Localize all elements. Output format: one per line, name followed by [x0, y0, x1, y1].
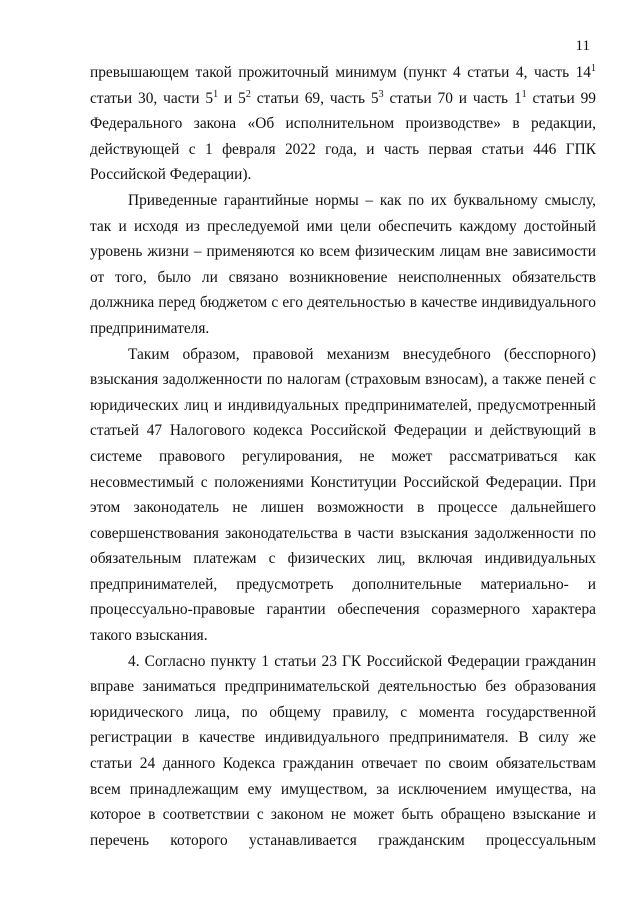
- paragraph-text: статьи 30, части 5: [90, 89, 214, 107]
- page-number: 11: [575, 38, 590, 54]
- superscript: 1: [591, 63, 596, 74]
- document-body: [90, 60, 596, 853]
- paragraph-text: статьи 70 и часть 1: [383, 89, 522, 107]
- paragraph-section-4: 4. Согласно пункту 1 статьи 23 ГК Российской Федерации гражданин вправе заниматься предпринимательской деятельностью без образования юридического лица, по общему правилу, с момента государственной регистрации в качестве индивидуального предпринимателя. В силу же статьи 24 данного Кодекса гражданин отвечает по своим обязательствам всем принадлежащим ему имуществом, за исключением имущества, на которое в соответствии с законом не может быть обращено взыскание и перечень которого устанавливается гражданским процессуальным: [90, 652, 596, 849]
- superscript: 3: [378, 88, 384, 100]
- paragraph-text: превышающем такой прожиточный минимум (пункт 4 статьи 4, часть 14: [90, 64, 591, 81]
- paragraph-text: статьи 69, часть 5: [250, 89, 379, 107]
- paragraph-text: статьи 99 Федерального закона «Об исполнительном производстве» в редакции, действующей с 1 февраля 2022 года, и часть первая статьи 446 ГПК Российской Федерации).: [90, 89, 596, 184]
- paragraph-text: и 5: [218, 89, 246, 107]
- superscript: 1: [521, 88, 527, 100]
- superscript: 2: [245, 88, 251, 100]
- superscript: 1: [213, 88, 219, 100]
- paragraph-continuation: [90, 60, 596, 188]
- paragraph-legal-mechanism: Таким образом, правовой механизм внесудебного (бесспорного) взыскания задолженности по налогам (страховым взносам), а также пеней с юридических лиц и индивидуальных предпринимателей, предусмотренный статьей 47 Налогового кодекса Российской Федерации и действующий в системе правового регулирования, не может рассматриваться как несовместимый с положениями Конституции Российской Федерации. При этом законодатель не лишен возможности в процессе дальнейшего совершенствования законодательства в части взыскания задолженности по обязательным платежам с физических лиц, включая индивидуальных предпринимателей, предусмотреть дополнительные материально- и процессуально-правовые гарантии обеспечения соразмерного характера такого взыскания.: [90, 345, 596, 645]
- paragraph-guarantee-norms: Приведенные гарантийные нормы – как по их буквальному смыслу, так и исходя из преследуемой ими цели обеспечить каждому достойный уровень жизни – применяются ко всем физическим лицам вне зависимости от того, было ли связано возникновение неисполненных обязательств должника перед бюджетом с его деятельностью в качестве индивидуального предпринимателя.: [90, 191, 596, 337]
